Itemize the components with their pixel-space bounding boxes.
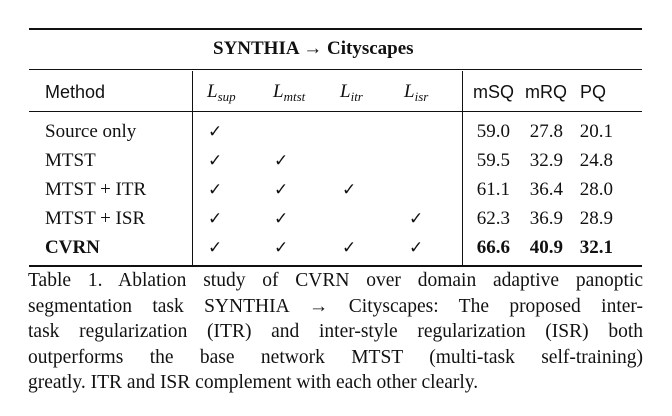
check-mark: ✓ (208, 151, 223, 170)
table-row-method: MTST + ITR (45, 179, 147, 200)
title-target: Cityscapes (327, 38, 414, 59)
header-method: Method (45, 82, 106, 102)
header-pq: PQ (580, 82, 607, 102)
header-loss-sup: $L_{sup}$ (207, 81, 236, 104)
cell-pq: 20.1 (579, 121, 613, 142)
caption-line: segmentation task SYNTHIA → Cityscapes: The proposed inter- (28, 295, 643, 317)
header-loss-itr: $L_{itr}$ (340, 81, 363, 104)
check-mark: ✓ (274, 151, 289, 170)
table-row-method: CVRN (45, 237, 100, 258)
check-mark: ✓ (274, 238, 289, 257)
caption-line: Table 1. Ablation study of CVRN over domain adaptive panoptic (28, 270, 643, 291)
cell-pq: 32.1 (579, 237, 613, 258)
check-mark: ✓ (342, 238, 357, 257)
cell-msq: 62.3 (476, 208, 510, 229)
header-msq: mSQ (473, 82, 515, 102)
check-mark: ✓ (208, 122, 223, 141)
check-mark: ✓ (342, 180, 357, 199)
table-caption (28, 268, 643, 396)
table-top-rule (29, 28, 642, 30)
caption-line: outperforms the base network MTST (multi-task self-training) (28, 346, 643, 368)
header-mrq: mRQ (525, 82, 567, 102)
cell-msq: 61.1 (476, 179, 510, 200)
check-mark: ✓ (274, 209, 289, 228)
cell-msq: 59.5 (476, 150, 510, 171)
table-row-method: MTST (45, 150, 96, 171)
table-title (213, 38, 414, 60)
cell-msq: 66.6 (476, 237, 510, 258)
title-rule (29, 69, 642, 70)
check-mark: ✓ (208, 180, 223, 199)
check-mark: ✓ (208, 209, 223, 228)
header-rule (29, 111, 642, 112)
caption-line: task regularization (ITR) and inter-style regularization (ISR) both (28, 321, 643, 342)
caption-line: greatly. ITR and ISR complement with each other clearly. (28, 372, 479, 393)
title-arrow: → (303, 38, 323, 59)
title-source: SYNTHIA (213, 38, 299, 59)
check-mark: ✓ (274, 180, 289, 199)
cell-msq: 59.0 (476, 121, 510, 142)
cell-pq: 28.9 (579, 208, 613, 229)
cell-mrq: 40.9 (529, 237, 563, 258)
header-loss-isr: $L_{isr}$ (404, 81, 429, 104)
table-row-method: Source only (45, 121, 137, 142)
cell-mrq: 36.4 (529, 179, 563, 200)
cell-mrq: 36.9 (529, 208, 563, 229)
cell-pq: 24.8 (579, 150, 613, 171)
metric-divider (462, 71, 463, 265)
method-divider (192, 71, 193, 265)
table-row-method: MTST + ISR (45, 208, 146, 229)
cell-mrq: 32.9 (529, 150, 563, 171)
header-loss-mtst: $L_{mtst}$ (273, 81, 306, 104)
check-mark: ✓ (409, 238, 424, 257)
table-bottom-rule (29, 265, 642, 267)
check-mark: ✓ (208, 238, 223, 257)
cell-mrq: 27.8 (529, 121, 563, 142)
check-mark: ✓ (409, 209, 424, 228)
cell-pq: 28.0 (579, 179, 613, 200)
